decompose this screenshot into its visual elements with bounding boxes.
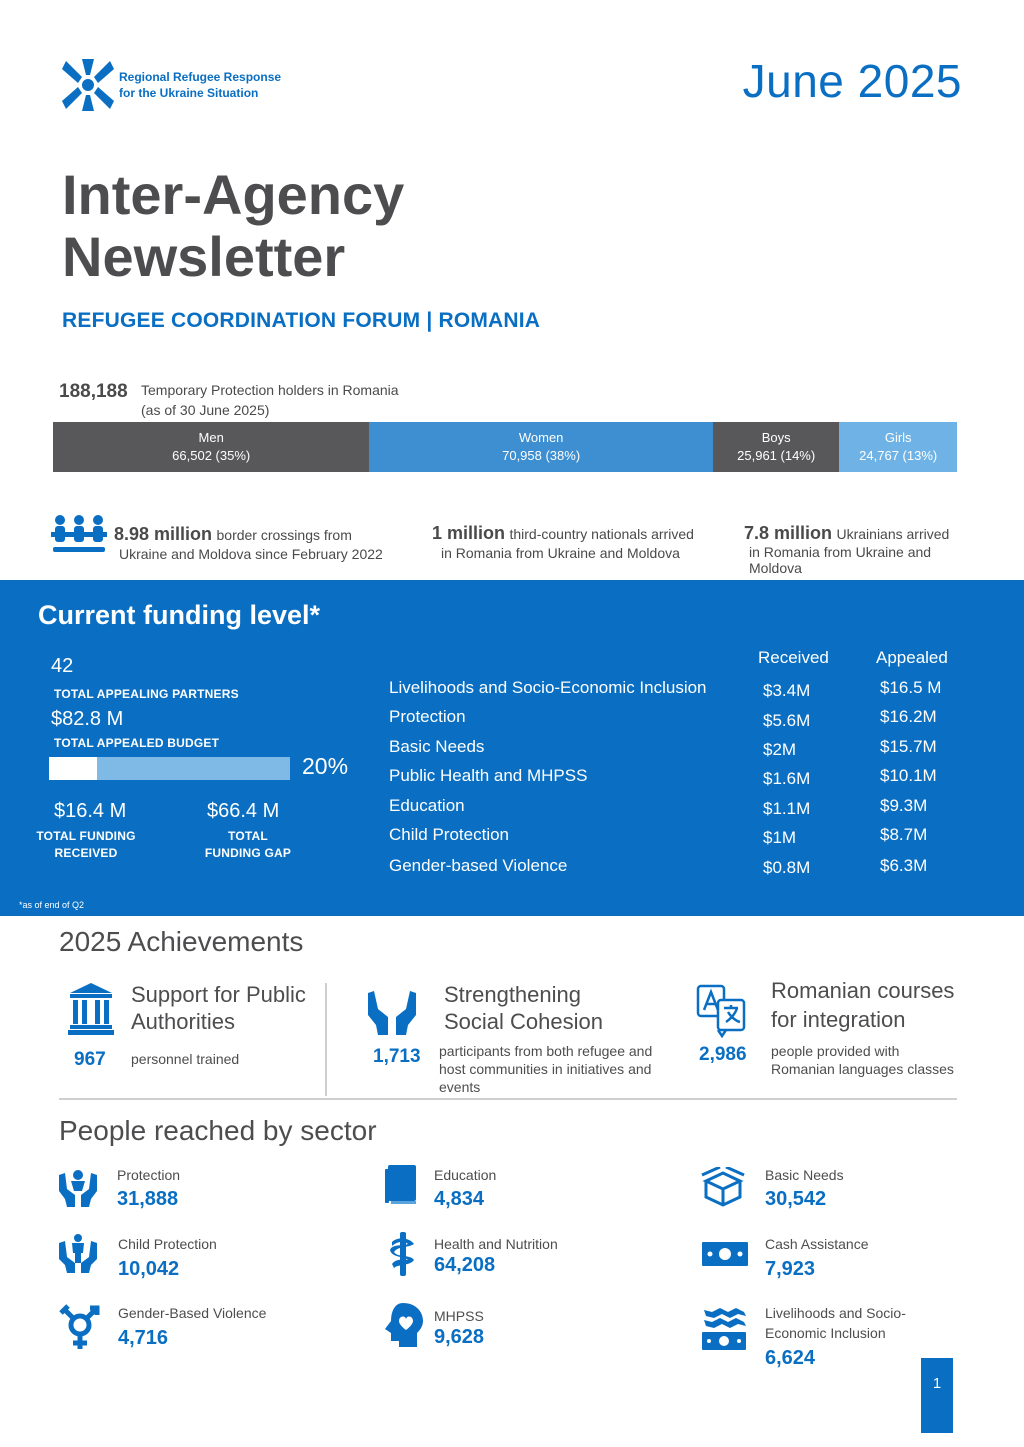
- reached-number: 7,923: [765, 1258, 816, 1280]
- tp-segment-name: Men: [198, 430, 224, 445]
- livelihoods-icon: [702, 1306, 748, 1352]
- reached-label-line: Livelihoods and Socio-: [765, 1305, 906, 1321]
- funding-sector-row: [389, 737, 969, 767]
- divider: [325, 983, 327, 1096]
- funding-percent: 20%: [302, 753, 349, 779]
- tp-segment-value: 66,502 (35%): [172, 448, 251, 463]
- achievement-desc: [439, 1042, 652, 1096]
- logo-line-1: Regional Refugee Response: [119, 70, 282, 84]
- stat-text: third-country nationals arrived: [509, 526, 694, 542]
- reached-label: Protection: [117, 1167, 181, 1183]
- achievement-number: 1,713: [373, 1046, 421, 1067]
- divider: [59, 1098, 957, 1100]
- reached-number: 31,888: [117, 1188, 179, 1210]
- sector-received: $1.6M: [763, 769, 811, 788]
- stat-value: 7.8 million: [744, 523, 833, 543]
- page-subtitle: REFUGEE COORDINATION FORUM | ROMANIA: [62, 309, 541, 332]
- sector-received: $3.4M: [763, 681, 811, 700]
- sector-appealed: $10.1M: [880, 766, 937, 785]
- stat-text: border crossings from: [216, 527, 352, 543]
- sector-appealed: $6.3M: [880, 856, 928, 875]
- reached-label: Health and Nutrition: [434, 1236, 558, 1252]
- tp-segment-women: [369, 422, 713, 472]
- funding-sector-row: [389, 766, 969, 796]
- reached-number: 9,628: [434, 1326, 485, 1348]
- tp-segment-men: [53, 422, 369, 472]
- achievement-number: 2,986: [699, 1044, 747, 1065]
- funding-heading: Current funding level*: [38, 600, 321, 630]
- sector-appealed: $8.7M: [880, 825, 928, 844]
- achievement-title-line: Authorities: [131, 1009, 235, 1034]
- reached-label: [765, 1303, 906, 1343]
- reached-number: 4,716: [118, 1327, 169, 1349]
- reached-label: Education: [434, 1167, 497, 1183]
- reached-label: Gender-Based Violence: [118, 1305, 267, 1321]
- tp-segment-name: Girls: [884, 430, 912, 445]
- sector-name: Public Health and MHPSS: [389, 766, 588, 785]
- title-line-1: Inter-Agency: [62, 163, 405, 226]
- achievement-desc: [771, 1042, 954, 1078]
- sector-received: $1.1M: [763, 799, 811, 818]
- reached-number: 10,042: [118, 1258, 180, 1280]
- sector-received: $1M: [763, 828, 797, 847]
- sector-appealed: $16.2M: [880, 707, 937, 726]
- health-icon: [388, 1232, 418, 1276]
- gbv-icon: [58, 1303, 102, 1351]
- funding-sector-row: [389, 856, 969, 886]
- achievement-desc-line: host communities in initiatives and: [439, 1061, 652, 1077]
- reached-label: Cash Assistance: [765, 1236, 869, 1252]
- protection-icon: [57, 1167, 99, 1209]
- achievement-desc-line: participants from both refugee and: [439, 1043, 653, 1059]
- stat-border-crossings: [114, 524, 383, 562]
- sector-name: Child Protection: [389, 825, 510, 844]
- reached-number: 30,542: [765, 1188, 827, 1210]
- sector-received: $2M: [763, 740, 797, 759]
- achievement-desc-line: people provided with: [771, 1043, 900, 1059]
- reached-heading: People reached by sector: [59, 1115, 377, 1146]
- issue-date: June 2025: [742, 55, 962, 107]
- sector-received: $5.6M: [763, 711, 811, 730]
- gap-label-line: TOTAL: [228, 829, 268, 843]
- partners-label: TOTAL APPEALING PARTNERS: [54, 687, 239, 701]
- education-icon: [385, 1165, 419, 1205]
- tp-segment-value: 70,958 (38%): [502, 448, 581, 463]
- tp-segment-value: 25,961 (14%): [737, 448, 816, 463]
- translate-icon: [696, 984, 748, 1038]
- achievement-title-line: Strengthening: [444, 982, 581, 1007]
- achievement-title-line: Social Cohesion: [444, 1009, 603, 1034]
- sector-name: Gender-based Violence: [389, 856, 568, 875]
- funding-progress-fill: [49, 757, 97, 780]
- tp-label-line-2: (as of 30 June 2025): [141, 402, 270, 418]
- tp-segment-name: Women: [518, 430, 564, 445]
- sector-name: Basic Needs: [389, 737, 485, 756]
- stat-third-country: [432, 523, 694, 561]
- budget-value: $82.8 M: [51, 708, 124, 730]
- people-icon: [51, 514, 107, 554]
- sector-appealed: $16.5 M: [880, 678, 942, 697]
- stat-text: Ukrainians arrived: [836, 526, 950, 542]
- funding-sector-row: [389, 678, 969, 708]
- received-label: [34, 828, 138, 862]
- achievement-title-line: for integration: [771, 1007, 906, 1032]
- sector-received: $0.8M: [763, 858, 811, 877]
- reached-label: Basic Needs: [765, 1167, 844, 1183]
- sector-name: Protection: [389, 707, 466, 726]
- sector-appealed: $9.3M: [880, 796, 928, 815]
- cash-icon: [702, 1242, 748, 1266]
- stat-value: 1 million: [432, 523, 506, 543]
- stat-ukrainians: [744, 523, 949, 576]
- sector-appealed: $15.7M: [880, 737, 937, 756]
- achievement-desc-line: Romanian languages classes: [771, 1061, 954, 1077]
- funding-footnote: *as of end of Q2: [19, 900, 85, 910]
- page-title: [62, 164, 404, 288]
- funding-panel: [0, 580, 1024, 916]
- received-label-line: RECEIVED: [54, 846, 118, 860]
- budget-label: TOTAL APPEALED BUDGET: [54, 736, 220, 750]
- hands-icon: [366, 989, 418, 1037]
- received-label-line: TOTAL FUNDING: [36, 829, 136, 843]
- stat-text: in Romania from Ukraine and: [749, 544, 932, 560]
- achievements-heading: 2025 Achievements: [59, 926, 304, 957]
- child-protection-icon: [57, 1233, 99, 1275]
- tp-breakdown-bar: [53, 422, 957, 472]
- title-line-2: Newsletter: [62, 225, 346, 288]
- tp-label-line-1: Temporary Protection holders in Romania: [141, 382, 399, 398]
- funding-sector-row: [389, 825, 969, 855]
- logo-text: [119, 69, 281, 101]
- logo-icon: [60, 57, 116, 113]
- sector-name: Education: [389, 796, 465, 815]
- mhpss-icon: [385, 1303, 425, 1347]
- tp-total: 188,188: [59, 381, 128, 402]
- reached-number: 4,834: [434, 1188, 485, 1210]
- achievement-title: [444, 981, 603, 1035]
- gap-label-line: FUNDING GAP: [204, 846, 292, 860]
- reached-label: Child Protection: [118, 1236, 217, 1252]
- achievement-desc-line: events: [439, 1079, 481, 1095]
- achievement-number: 967: [74, 1049, 106, 1070]
- tp-segment-name: Boys: [761, 430, 791, 445]
- reached-number: 6,624: [765, 1347, 816, 1369]
- funding-sector-row: [389, 707, 969, 737]
- tp-label: [141, 380, 399, 420]
- stat-text: Moldova: [749, 560, 802, 576]
- col-appealed-header: Appealed: [876, 648, 948, 667]
- achievement-title: [771, 976, 954, 1034]
- tp-segment-value: 24,767 (13%): [859, 448, 938, 463]
- received-value: $16.4 M: [54, 800, 127, 822]
- gap-value: $66.4 M: [207, 800, 280, 822]
- basic-needs-icon: [700, 1167, 746, 1207]
- partners-count: 42: [51, 655, 74, 677]
- stat-text: in Romania from Ukraine and Moldova: [441, 545, 680, 561]
- reached-label-line: Economic Inclusion: [765, 1325, 886, 1341]
- achievement-desc: personnel trained: [131, 1051, 240, 1067]
- achievement-title: [131, 981, 306, 1035]
- sector-name: Livelihoods and Socio-Economic Inclusion: [389, 678, 707, 697]
- tp-segment-boys: [713, 422, 840, 472]
- funding-sector-row: [389, 796, 969, 826]
- achievement-title-line: Romanian courses: [771, 978, 955, 1003]
- tp-segment-girls: [839, 422, 957, 472]
- reached-label: MHPSS: [434, 1308, 484, 1324]
- stat-text: Ukraine and Moldova since February 2022: [119, 546, 383, 562]
- gap-label: [196, 828, 300, 862]
- stat-value: 8.98 million: [114, 524, 213, 544]
- government-building-icon: [68, 983, 114, 1035]
- funding-progress-bar: [49, 757, 290, 780]
- reached-number: 64,208: [434, 1254, 496, 1276]
- logo-line-2: for the Ukraine Situation: [119, 86, 259, 100]
- page-number: 1: [921, 1358, 953, 1433]
- achievement-title-line: Support for Public: [131, 982, 306, 1007]
- col-received-header: Received: [758, 648, 829, 667]
